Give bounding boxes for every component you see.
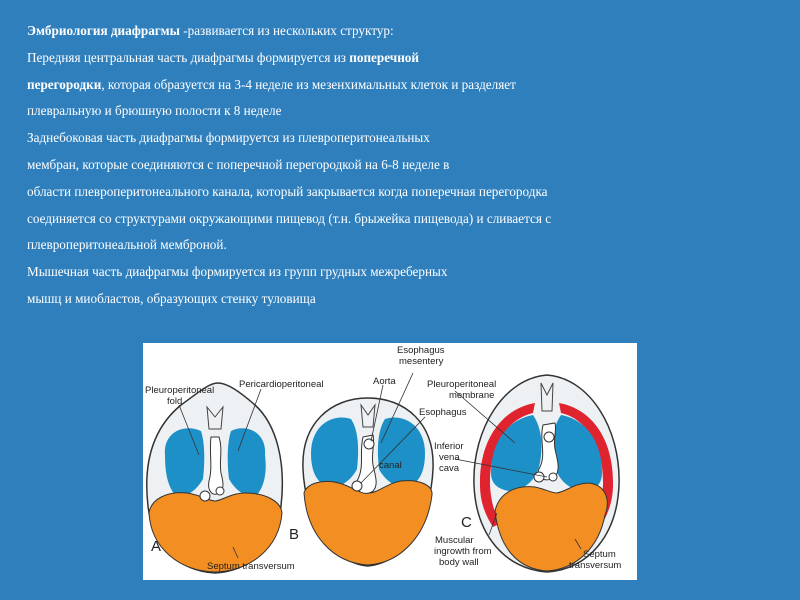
paragraph-1-line-2 xyxy=(27,72,777,99)
label-pleuroperitoneal-membrane-2: membrane xyxy=(449,390,495,401)
p1-l2-text: , которая образуется на 3-4 неделе из мезенхимальных клеток и разделяет xyxy=(101,76,516,92)
paragraph-1-line-1 xyxy=(27,45,777,72)
p1-l2-bold: перегородки xyxy=(27,76,102,92)
slide-title xyxy=(27,18,777,45)
panel-letter-c: C xyxy=(461,514,472,531)
label-pleuroperitoneal-membrane-1: Pleuroperitoneal xyxy=(427,379,497,390)
label-septum-transversum-c-2: transversum xyxy=(569,560,622,571)
label-septum-transversum-c-1: Septum xyxy=(583,549,616,560)
panel-c-esophagus xyxy=(534,472,544,482)
paragraph-2-line-5: плевроперитонеальной мемброной. xyxy=(27,237,227,253)
label-esophagus-mesentery-1: Esophagus xyxy=(397,345,445,356)
panel-c-vena-cava xyxy=(549,473,557,481)
p1-l1-text: Передняя центральная часть диафрагмы формируется из xyxy=(27,49,350,65)
title-rest: -развивается из нескольких структур: xyxy=(179,23,394,38)
panel-b xyxy=(303,398,433,566)
paragraph-1-line-3: плевральную и брюшную полости к 8 неделе xyxy=(27,103,282,119)
title-bold: Эмбриология диафрагмы xyxy=(27,23,180,38)
label-muscular-ingrowth-1: Muscular xyxy=(435,535,474,546)
slide-text xyxy=(27,18,777,313)
label-pleuroperitoneal-fold-2: fold xyxy=(167,396,183,407)
label-esophagus-mesentery-2: mesentery xyxy=(399,356,444,367)
panel-a-vena-cava xyxy=(216,487,224,495)
paragraph-3-line-2: мышц и миобластов, образующих стенку туловища xyxy=(27,290,316,306)
panel-letter-a: A xyxy=(151,538,162,555)
label-pleuroperitoneal-fold-1: Pleuroperitoneal xyxy=(145,385,215,396)
panel-b-aorta xyxy=(364,439,374,449)
label-esophagus: Esophagus xyxy=(419,407,467,418)
label-pericardioperitoneal: Pericardioperitoneal xyxy=(239,379,324,390)
panel-c xyxy=(474,375,622,572)
label-canal: canal xyxy=(379,460,402,471)
label-muscular-ingrowth-3: body wall xyxy=(439,557,479,568)
panel-c-aorta xyxy=(544,432,554,442)
panel-a-esophagus xyxy=(200,491,210,501)
panel-letter-b: B xyxy=(289,526,300,543)
label-inferior-vena-cava-2: vena xyxy=(439,452,460,463)
label-muscular-ingrowth-2: ingrowth from xyxy=(434,546,492,557)
diaphragm-embryology-figure xyxy=(143,343,637,580)
paragraph-2-line-4: соединяется со структурами окружающими пищевод (т.н. брыжейка пищевода) и сливается с xyxy=(27,210,552,226)
panel-a-mesentery xyxy=(209,437,223,494)
label-aorta: Aorta xyxy=(373,376,396,387)
figure-svg xyxy=(143,343,637,580)
label-inferior-vena-cava-1: Inferior xyxy=(434,441,464,452)
paragraph-2-line-1: Заднебоковая часть диафрагмы формируется из плевроперитонеальных xyxy=(27,130,430,146)
panel-b-esophagus xyxy=(352,481,362,491)
paragraph-3-line-1: Мышечная часть диафрагмы формируется из групп грудных межреберных xyxy=(27,264,448,280)
paragraph-2-line-3: области плевроперитонеального канала, который закрывается когда поперечная перегородка xyxy=(27,183,548,199)
label-septum-transversum-a: Septum transversum xyxy=(207,561,295,572)
label-inferior-vena-cava-3: cava xyxy=(439,463,460,474)
panel-a xyxy=(147,383,283,573)
paragraph-2-line-2: мембран, которые соединяются с поперечной перегородкой на 6-8 неделе в xyxy=(27,156,450,172)
p1-l1-bold: поперечной xyxy=(349,49,419,65)
